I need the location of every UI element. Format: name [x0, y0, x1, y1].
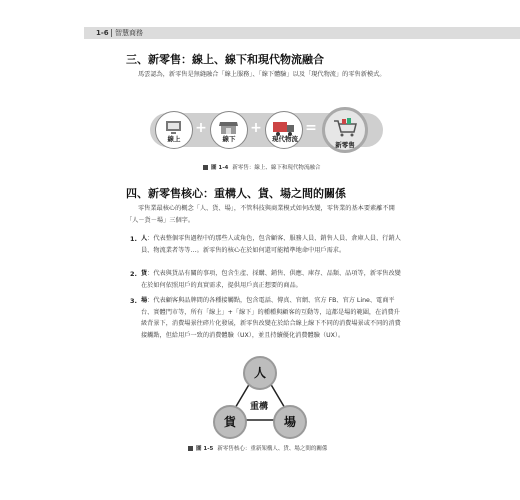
online-node [155, 111, 193, 149]
section-4-heading: 四、新零售核心：重構人、貨、場之間的關係 [126, 187, 346, 200]
fig-1-5-caption [188, 444, 327, 452]
list-item-3 [141, 295, 402, 341]
list-item-1-term: 人 [141, 235, 148, 242]
new-retail-label: 新零售 [335, 141, 355, 149]
online-label: 線上 [167, 135, 181, 143]
list-item-1 [141, 233, 402, 256]
caption-marker [203, 165, 208, 170]
equals-operator: = [305, 120, 317, 136]
node-place: 場 [273, 405, 307, 439]
plus-operator-1: + [195, 120, 207, 136]
section-3-paragraph: 馬雲認為，新零售是無縫融合「線上服務」、「線下體驗」以及「現代物流」的零售新模式。 [138, 71, 386, 78]
header-divider [111, 29, 112, 37]
section-3-heading: 三、新零售：線上、線下和現代物流融合 [126, 53, 324, 66]
book-title: 智慧商務 [115, 29, 143, 37]
list-item-2-number: 2. [130, 270, 137, 278]
list-item-3-text: ：代表顧客與品牌間的各種接觸點，包含電話、傳真、官網、官方 FB、官方 Line、電商平台、實體門市等，所有「線上」+「線下」的種種與顧客的互動等，這都是場的範圍，在消費升級背景下，消費場景往碎片化發展，新零售改變在於給合線上線下不同的消費場景或不同的消費接觸點，但給用戶一致的消費體驗（UX），並且持續優化消費體驗（UX）。 [141, 297, 401, 339]
page-number: 1-6 [96, 29, 109, 37]
offline-label: 線下 [222, 135, 236, 143]
node-people: 人 [243, 356, 277, 390]
list-item-3-number: 3. [130, 297, 137, 305]
center-label: 重構 [250, 402, 269, 412]
caption-number: 圖 1-5 [196, 446, 214, 452]
fig-1-4-caption [203, 163, 320, 171]
caption-text: 新零售：線上、線下和現代物流融合 [232, 165, 321, 171]
header-bar [84, 27, 520, 39]
list-item-2-term: 貨 [141, 270, 148, 277]
node-goods: 貨 [213, 405, 247, 439]
list-item-2-text: ：代表與貨品有關的事項，包含生產、採購、銷售、供應、庫存、品類、品項等，新零售改變在於如何依照用戶的真實需求，提供用戶真正想要的商品。 [141, 270, 401, 289]
list-item-2 [141, 268, 402, 291]
caption-marker [188, 446, 193, 451]
list-item-3-term: 場 [141, 297, 148, 304]
offline-node [210, 111, 248, 149]
plus-operator-2: + [250, 120, 262, 136]
logistics-label: 現代物流 [272, 135, 298, 143]
logistics-node [265, 111, 303, 149]
section-4-paragraph: 零售業最核心的概念「人、貨、場」，不管科技與商業模式如何改變，零售業的基本要素離不開「人－貨－場」三個字。 [126, 205, 395, 224]
caption-text: 新零售核心：重新架構人、貨、場之間的關係 [217, 446, 328, 452]
list-item-1-text: ：代表整個零售過程中的那些人或角色，包含顧客、服務人員、銷售人員、倉庫人員、行銷人員、物流業者等等…。新零售的核心在於如何還可能精準地命中用戶需求。 [141, 235, 401, 254]
caption-number: 圖 1-4 [211, 165, 229, 171]
list-item-1-number: 1. [130, 235, 137, 243]
